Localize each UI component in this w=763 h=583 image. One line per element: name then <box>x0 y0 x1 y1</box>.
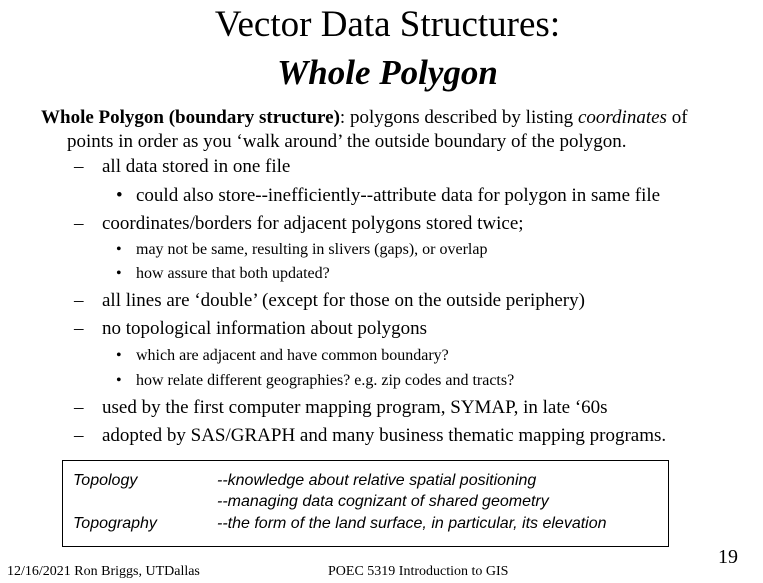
definition-desc: --managing data cognizant of shared geometry <box>217 493 549 510</box>
bullet-text: coordinates/borders for adjacent polygons stored twice; <box>102 213 524 234</box>
dot-marker: • <box>116 185 123 206</box>
intro-line-2: points in order as you ‘walk around’ the outside boundary of the polygon. <box>67 131 627 152</box>
dot-marker: • <box>116 265 122 282</box>
intro-italic: coordinates <box>577 107 667 128</box>
bullet-text: all lines are ‘double’ (except for those on the outside periphery) <box>102 290 585 311</box>
sub-bullet-item <box>116 240 488 260</box>
slide-subtitle: Whole Polygon <box>277 53 498 92</box>
bullet-item <box>74 317 428 341</box>
bullet-item <box>74 212 524 236</box>
bullet-text: all data stored in one file <box>102 156 291 177</box>
dash-marker: – <box>74 318 84 339</box>
slide-title: Vector Data Structures: <box>214 4 561 45</box>
intro-line-1 <box>41 106 688 130</box>
sub-bullet-text: could also store--inefficiently--attribute data for polygon in same file <box>136 185 661 206</box>
bullet-text: adopted by SAS/GRAPH and many business thematic mapping programs. <box>102 425 667 446</box>
definition-term: Topology <box>73 472 138 489</box>
intro-text-a: : polygons described by listing <box>339 107 578 128</box>
definition-desc: --knowledge about relative spatial positioning <box>217 472 537 489</box>
page-number: 19 <box>718 546 738 568</box>
sub-bullet-item <box>116 264 330 284</box>
definition-term: Topography <box>73 515 157 532</box>
dash-marker: – <box>74 213 84 234</box>
sub-bullet-text: which are adjacent and have common boundary? <box>136 347 449 364</box>
dot-marker: • <box>116 347 122 364</box>
footer-date-author: 12/16/2021 Ron Briggs, UTDallas <box>7 564 200 579</box>
intro-text-b: of <box>666 107 688 128</box>
dash-marker: – <box>74 397 84 418</box>
sub-bullet-text: how relate different geographies? e.g. zip codes and tracts? <box>136 372 515 389</box>
intro-bold: Whole Polygon (boundary structure) <box>41 107 340 128</box>
sub-bullet-text: may not be same, resulting in slivers (gaps), or overlap <box>136 241 488 258</box>
sub-bullet-item <box>116 346 449 366</box>
definition-desc: --the form of the land surface, in particular, its elevation <box>217 515 607 532</box>
bullet-text: no topological information about polygons <box>102 318 428 339</box>
dash-marker: – <box>74 290 84 311</box>
sub-bullet-item <box>116 371 515 391</box>
bullet-item <box>74 424 667 448</box>
dot-marker: • <box>116 241 122 258</box>
dot-marker: • <box>116 372 122 389</box>
bullet-item <box>74 155 291 179</box>
bullet-text: used by the first computer mapping program, SYMAP, in late ‘60s <box>102 397 608 418</box>
footer-course: POEC 5319 Introduction to GIS <box>328 564 509 579</box>
dash-marker: – <box>74 425 84 446</box>
dash-marker: – <box>74 156 84 177</box>
bullet-item <box>74 396 608 420</box>
definitions-box <box>62 460 669 547</box>
bullet-item <box>74 289 585 313</box>
sub-bullet-text: how assure that both updated? <box>136 265 330 282</box>
sub-bullet-item <box>116 184 661 208</box>
